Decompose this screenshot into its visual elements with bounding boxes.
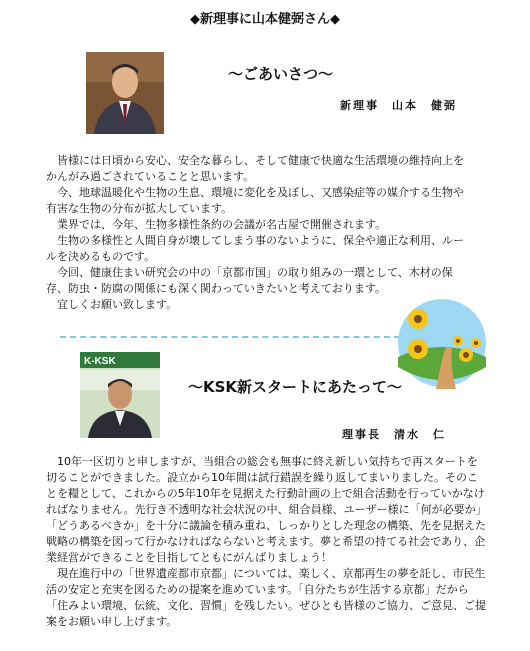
page-title: ◆新理事に山本健弼さん◆ bbox=[190, 12, 340, 27]
portrait-photo-shimizu bbox=[80, 352, 160, 438]
new-start-paragraph-2: 現在進行中の「世界遺産都市京都」については、楽しく、京都再生の夢を託し、市民生活の安定と充実を図るための提案を進めています。「自分たちが生活する京都」だから「住みよい環境、伝統、文化、習慣」を残したい。ぜひとも皆様のご協力、ご意見、ご提案をお願い申し上げます。 bbox=[46, 567, 486, 628]
new-start-body bbox=[46, 454, 486, 630]
dashed-divider bbox=[60, 336, 400, 338]
greeting-paragraph-1: 皆様には日頃から安心、安全な暮らし、そして健康で快適な生活環境の維持向上をかんがみ過ごされていることと思います。 bbox=[46, 154, 464, 183]
greeting-body bbox=[46, 153, 474, 313]
sunflower-illustration bbox=[396, 297, 488, 389]
portrait-photo-yamamoto bbox=[86, 52, 164, 134]
greeting-paragraph-4: 生物の多様性と人間自身が壊してしまう事のないように、保全や適正な利用、ルールを決めるものです。 bbox=[46, 234, 464, 263]
greeting-paragraph-5: 今回、健康住まい研究会の中の「京都市国」の取り組みの一環として、木材の保存、防虫・防腐の関係にも深く関わっていきたいと考えております。 bbox=[46, 266, 453, 295]
signature-shimizu: 理事長 清水 仁 bbox=[342, 428, 446, 441]
greeting-heading: ～ごあいさつ～ bbox=[228, 65, 334, 83]
greeting-paragraph-6: 宜しくお願い致します。 bbox=[57, 298, 178, 311]
new-start-paragraph-1: 10年一区切りと申しますが、当組合の総会も無事に終え新しい気持ちで再スタートを切ることができました。設立から10年間は試行錯誤を繰り返してまいりました。そのことを糧として、これからの5年10年を見据えた行動計画の上で組合活動を行っていかなければなりません。先行き不透明な社会状況の中、組合員様、ユーザー様に「何が必要か」「どうあるべきか」を十分に議論を積み重ね、しっかりとした理念の構築、先を見据えた戦略の構築を図って行かなければならないと考えます。夢と希望の持てる社会であり、企業経営ができることを目指してともにがんばりましょう！ bbox=[46, 455, 486, 564]
greeting-paragraph-2: 今、地球温暖化や生物の生息、環境に変化を及ぼし、又感染症等の媒介する生物や有害な生物の分布が拡大しています。 bbox=[46, 186, 464, 215]
signature-yamamoto: 新理事 山本 健弼 bbox=[340, 99, 457, 112]
photo-banner-text: K-KSK bbox=[84, 356, 116, 367]
greeting-paragraph-3: 業界では、今年、生物多様性条約の会議が名古屋で開催されます。 bbox=[57, 218, 387, 231]
new-start-heading: ～KSK新スタートにあたって～ bbox=[188, 378, 403, 396]
